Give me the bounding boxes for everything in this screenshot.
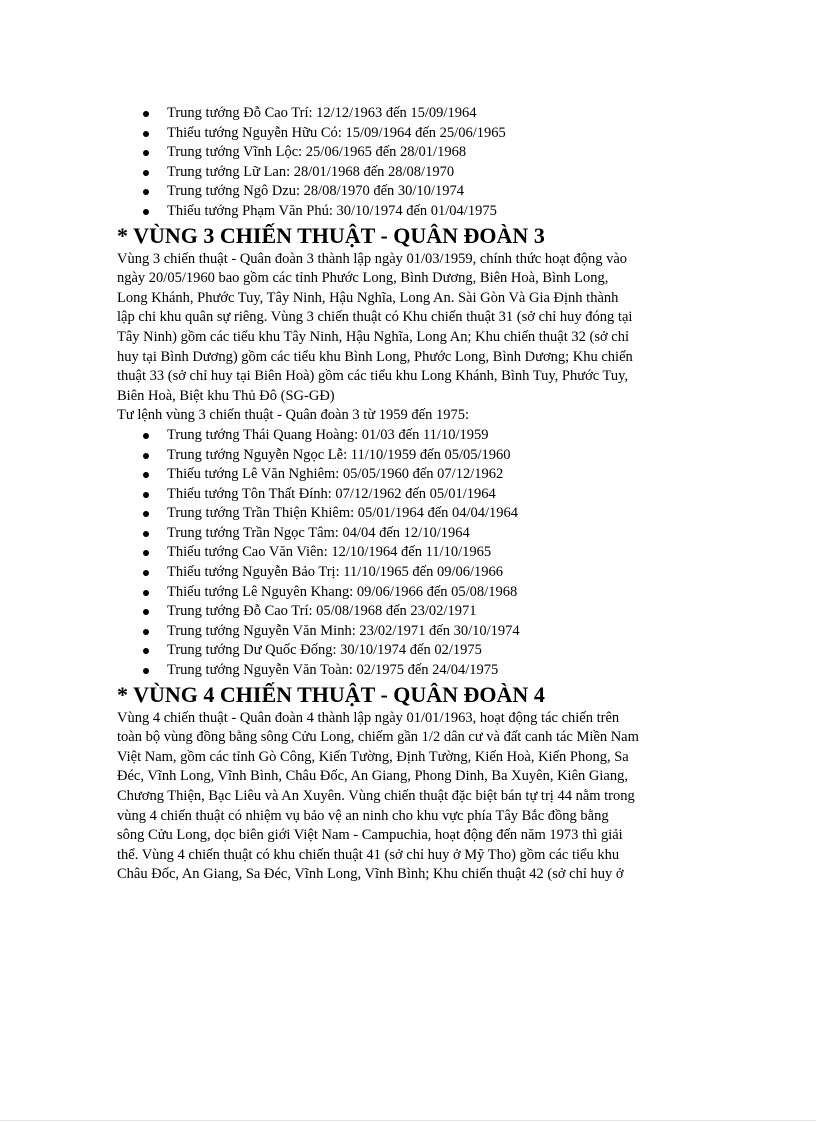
list-item: Trung tướng Nguyễn Văn Toàn: 02/1975 đến 24/04/1975 [117, 661, 702, 681]
paragraph-line: lập chi khu quân sự riêng. Vùng 3 chiến thuật có Khu chiến thuật 31 (sở chỉ huy đóng tại [117, 309, 633, 326]
bullet-icon [143, 511, 149, 517]
section-3-commander-list [117, 426, 702, 681]
bullet-icon [143, 550, 149, 556]
bullet-icon [143, 648, 149, 654]
bullet-icon [143, 111, 149, 117]
paragraph-line: thuật 33 (sở chỉ huy tại Biên Hoà) gồm các tiểu khu Long Khánh, Bình Tuy, Phước Tuy, [117, 368, 629, 385]
section-3-paragraph [117, 250, 702, 407]
paragraph-line: Chương Thiện, Bạc Liêu và An Xuyên. Vùng chiến thuật đặc biệt bán tự trị 44 nằm trong [117, 788, 635, 804]
list-item: Thiếu tướng Nguyễn Hữu Có: 15/09/1964 đến 25/06/1965 [117, 124, 702, 144]
bullet-icon [143, 472, 149, 478]
bullet-icon [143, 570, 149, 576]
paragraph-line: Tây Ninh) gồm các tiểu khu Tây Ninh, Hậu Nghĩa, Long An; Khu chiến thuật 32 (sở chỉ [117, 328, 629, 345]
paragraph-line: Châu Đốc, An Giang, Sa Đéc, Vĩnh Long, Vĩnh Bình; Khu chiến thuật 42 (sở chỉ huy ở [117, 866, 624, 883]
list-item: Trung tướng Trần Thiện Khiêm: 05/01/1964 đến 04/04/1964 [117, 504, 702, 524]
bullet-icon [143, 209, 149, 215]
top-commander-list [117, 104, 702, 222]
list-item: Trung tướng Ngô Dzu: 28/08/1970 đến 30/10/1974 [117, 182, 702, 202]
section-3-heading: * VÙNG 3 CHIẾN THUẬT - QUÂN ĐOÀN 3 [117, 222, 545, 248]
bullet-icon [143, 609, 149, 615]
bullet-icon [143, 668, 149, 674]
list-item: Thiếu tướng Cao Văn Viên: 12/10/1964 đến 11/10/1965 [117, 543, 702, 563]
paragraph-line: Việt Nam, gồm các tỉnh Gò Công, Kiến Tường, Định Tường, Kiến Hoà, Kiến Phong, Sa [117, 748, 629, 765]
bullet-icon [143, 170, 149, 176]
bullet-icon [143, 531, 149, 537]
list-item: Trung tướng Vĩnh Lộc: 25/06/1965 đến 28/01/1968 [117, 143, 702, 163]
document-page [117, 104, 702, 885]
bullet-icon [143, 150, 149, 156]
paragraph-line: thể. Vùng 4 chiến thuật có khu chiến thuật 41 (sở chỉ huy ở Mỹ Tho) gồm các tiểu khu [117, 846, 620, 863]
bullet-icon [143, 453, 149, 459]
paragraph-line: Biên Hoà, Biệt khu Thủ Đô (SG-GĐ) [117, 387, 335, 404]
bullet-icon [143, 433, 149, 439]
list-item: Trung tướng Đỗ Cao Trí: 05/08/1968 đến 23/02/1971 [117, 602, 702, 622]
bullet-icon [143, 189, 149, 195]
paragraph-line: Long Khánh, Phước Tuy, Tây Ninh, Hậu Nghĩa, Long An. Sài Gòn Và Gia Định thành [117, 289, 619, 306]
list-item: Trung tướng Trần Ngọc Tâm: 04/04 đến 12/10/1964 [117, 524, 702, 544]
paragraph-line: vùng 4 chiến thuật có nhiệm vụ bảo vệ an ninh cho khu vực phía Tây Bắc đồng bằng [117, 807, 609, 824]
list-item: Thiếu tướng Nguyễn Bảo Trị: 11/10/1965 đến 09/06/1966 [117, 563, 702, 583]
list-item: Thiếu tướng Lê Nguyên Khang: 09/06/1966 đến 05/08/1968 [117, 583, 702, 603]
paragraph-line: huy tại Bình Dương) gồm các tiểu khu Bình Long, Phước Long, Bình Dương; Khu chiến [117, 348, 633, 365]
list-item: Trung tướng Lữ Lan: 28/01/1968 đến 28/08/1970 [117, 163, 702, 183]
section-4-heading: * VÙNG 4 CHIẾN THUẬT - QUÂN ĐOÀN 4 [117, 681, 545, 707]
bullet-icon [143, 590, 149, 596]
list-item: Thiếu tướng Tôn Thất Đính: 07/12/1962 đến 05/01/1964 [117, 485, 702, 505]
paragraph-line: Vùng 4 chiến thuật - Quân đoàn 4 thành lập ngày 01/01/1963, hoạt động tác chiến trên [117, 709, 620, 726]
list-item: Trung tướng Nguyễn Ngọc Lễ: 11/10/1959 đến 05/05/1960 [117, 446, 702, 466]
paragraph-line: Đéc, Vĩnh Long, Vĩnh Bình, Châu Đốc, An Giang, Phong Dinh, Ba Xuyên, Kiên Giang, [117, 768, 628, 785]
list-item: Trung tướng Đỗ Cao Trí: 12/12/1963 đến 15/09/1964 [117, 104, 702, 124]
paragraph-line: ngày 20/05/1960 bao gồm các tỉnh Phước Long, Bình Dương, Biên Hoà, Bình Long, [117, 270, 609, 287]
list-item: Trung tướng Nguyễn Văn Minh: 23/02/1971 đến 30/10/1974 [117, 622, 702, 642]
paragraph-line: Vùng 3 chiến thuật - Quân đoàn 3 thành lập ngày 01/03/1959, chính thức hoạt động vào [117, 250, 628, 267]
list-item: Trung tướng Dư Quốc Đống: 30/10/1974 đến 02/1975 [117, 641, 702, 661]
section-4-paragraph [117, 709, 702, 885]
bullet-icon [143, 492, 149, 498]
bullet-icon [143, 131, 149, 137]
bullet-icon [143, 629, 149, 635]
page-bottom-divider [0, 1120, 816, 1121]
list-item: Trung tướng Thái Quang Hoàng: 01/03 đến 11/10/1959 [117, 426, 702, 446]
section-3-commanders-intro: Tư lệnh vùng 3 chiến thuật - Quân đoàn 3 từ 1959 đến 1975: [117, 407, 469, 424]
paragraph-line: toàn bộ vùng đồng bằng sông Cửu Long, chiếm gần 1/2 dân cư và đất canh tác Miền Nam [117, 729, 639, 746]
list-item: Thiếu tướng Phạm Văn Phú: 30/10/1974 đến 01/04/1975 [117, 202, 702, 222]
list-item: Thiếu tướng Lê Văn Nghiêm: 05/05/1960 đến 07/12/1962 [117, 465, 702, 485]
paragraph-line: sông Cửu Long, dọc biên giới Việt Nam - Campuchia, hoạt động đến năm 1973 thì giải [117, 827, 623, 844]
